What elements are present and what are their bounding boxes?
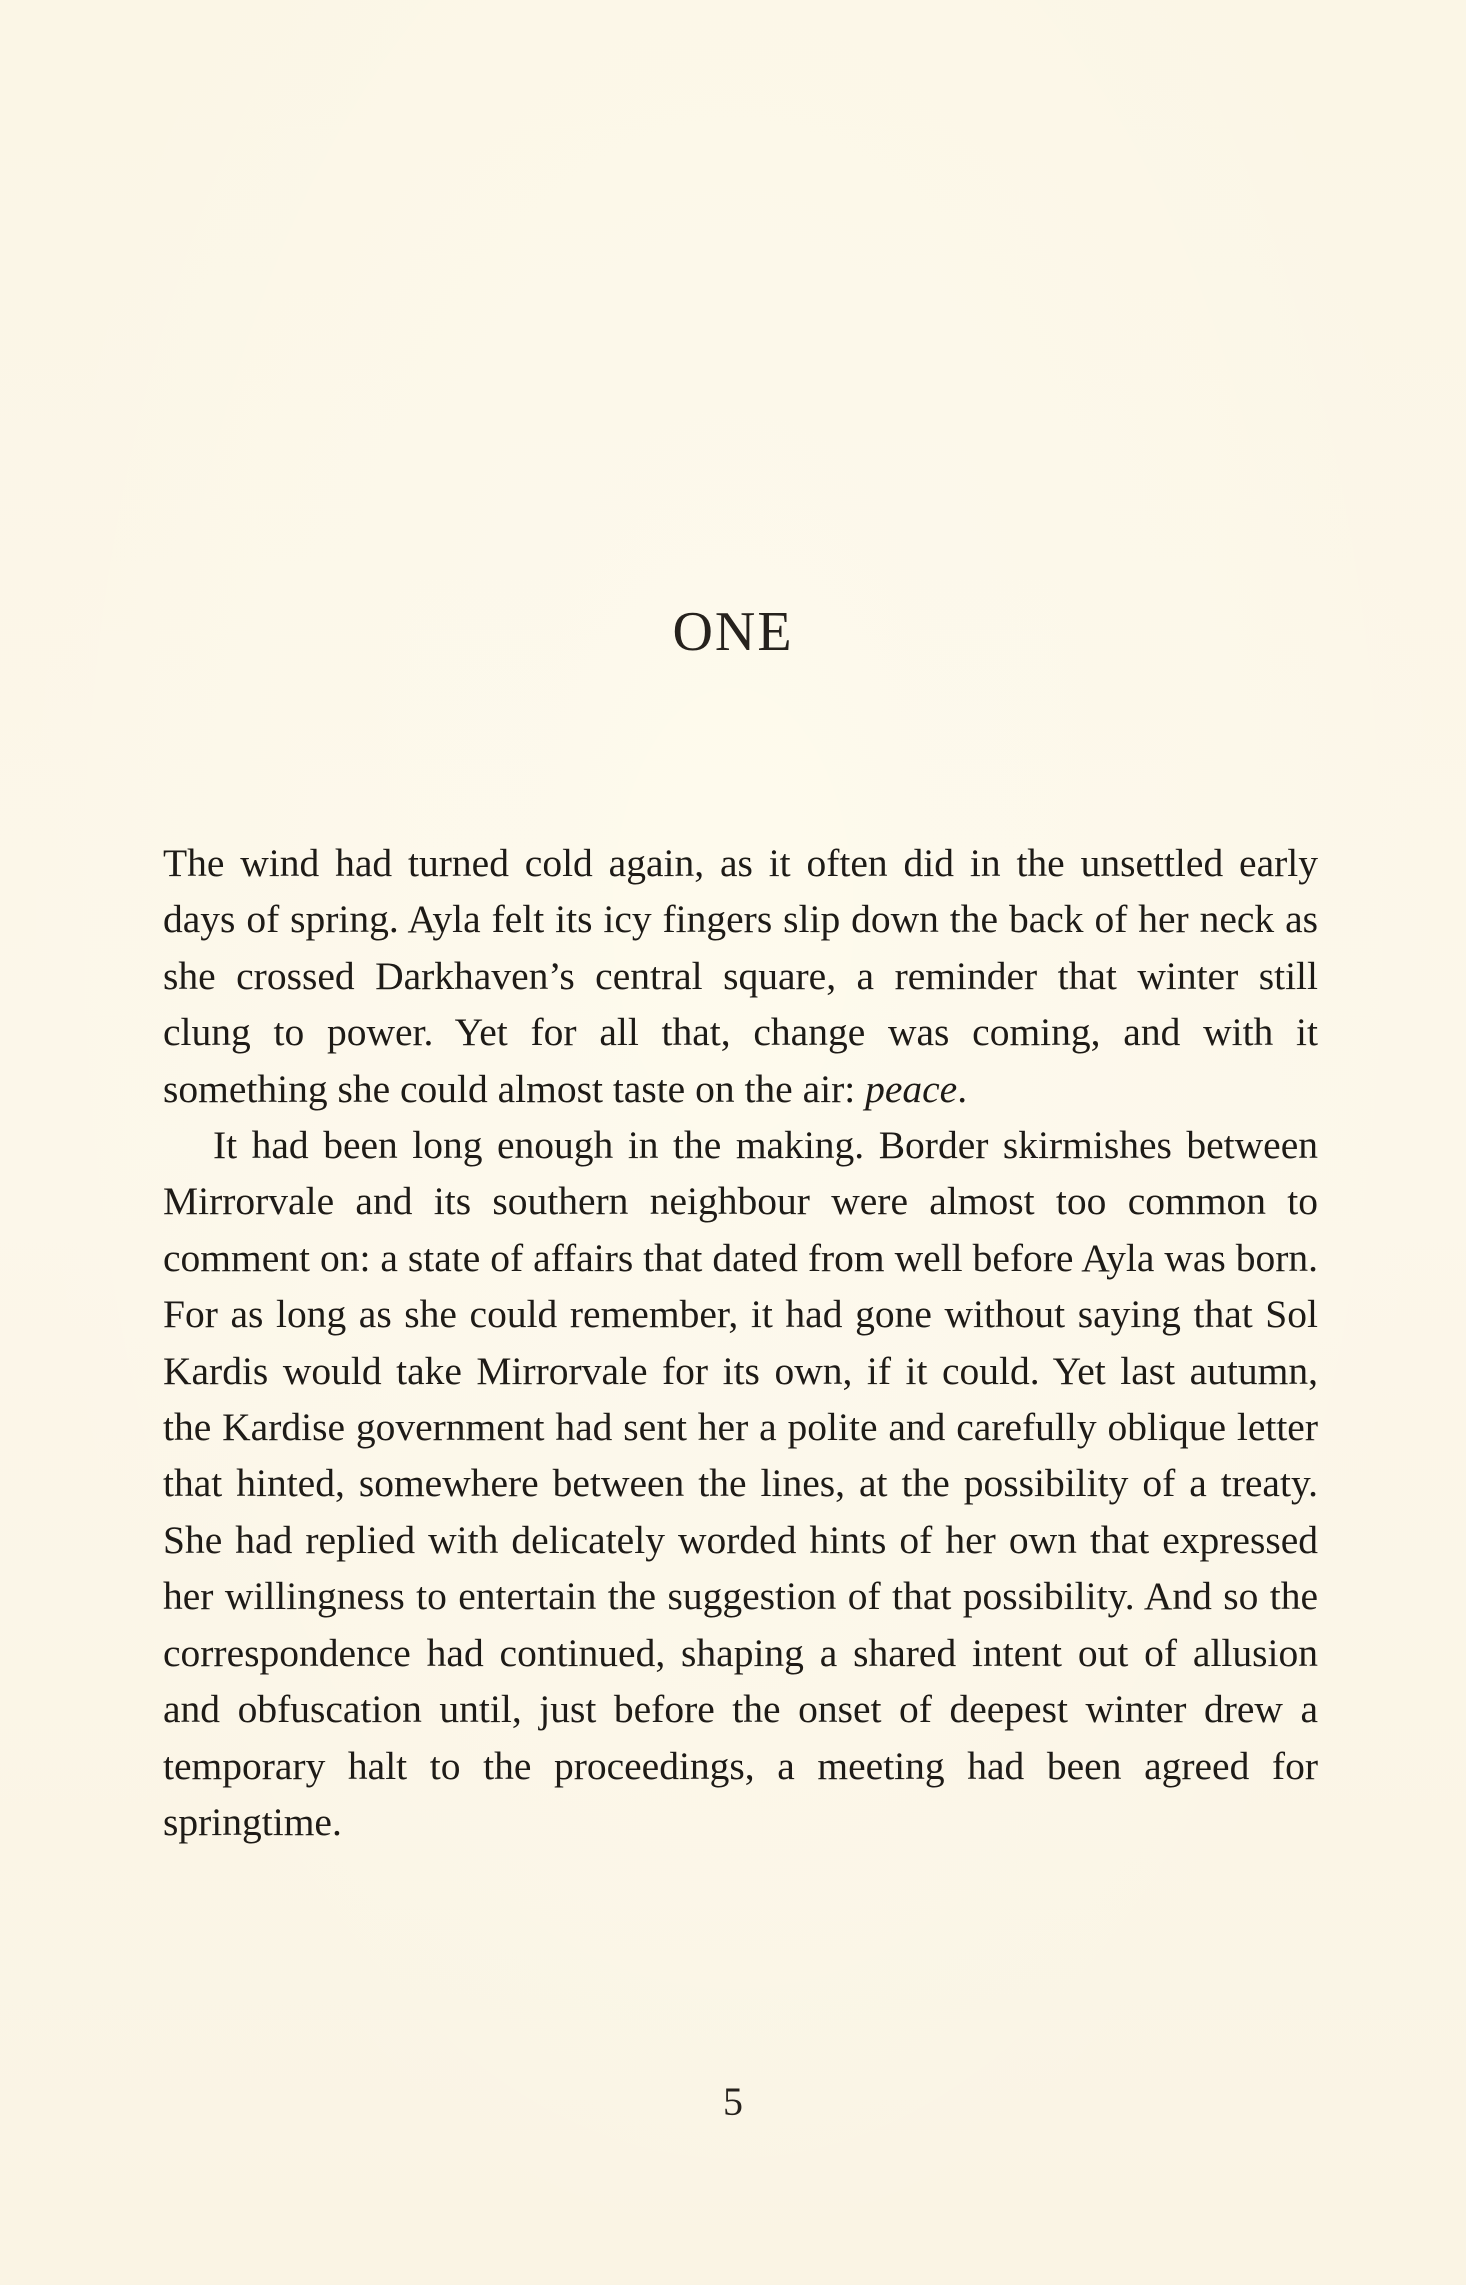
paragraph-1-emphasis: peace	[865, 1066, 958, 1111]
paragraph-2: It had been long enough in the making. Border skirmishes between Mirrorvale and its southern neighbour were almost too common to comment on: a state of affairs that dated from well before Ayla was born. For as long as she could remember, it had gone without saying that Sol Kardis would take Mirrorvale for its own, if it could. Yet last autumn, the Kardise government had sent her a polite and carefully oblique letter that hinted, somewhere between the lines, at the possibility of a treaty. She had replied with delicately worded hints of her own that expressed her willingness to entertain the suggestion of that possibility. And so the correspondence had continued, shaping a shared intent out of allusion and obfuscation until, just before the onset of deepest winter drew a temporary halt to the proceedings, a meeting had been agreed for springtime.	[163, 1123, 1318, 1844]
chapter-title: ONE	[672, 601, 794, 663]
body-text	[163, 835, 1318, 1850]
paragraph-1	[163, 835, 1318, 1117]
paragraph-1-end: .	[957, 1066, 968, 1111]
page-number: 5	[723, 2079, 743, 2124]
paragraph-1-text: The wind had turned cold again, as it often did in the unsettled early days of spring. Ayla felt its icy fingers slip down the back of her neck as she crossed Darkhaven’s central square, a reminder that winter still clung to power. Yet for all that, change was coming, and with it something she could almost taste on the air:	[163, 841, 1318, 1111]
